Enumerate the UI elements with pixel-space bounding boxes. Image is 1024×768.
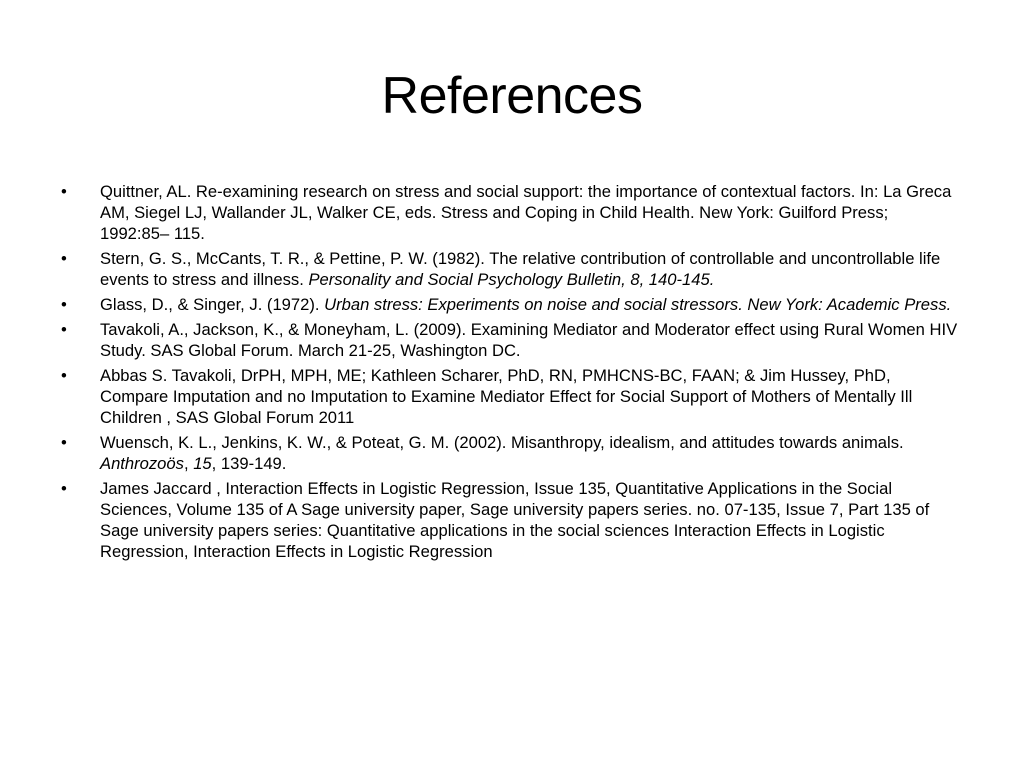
bullet-marker: •	[61, 433, 67, 453]
bullet-marker: •	[61, 182, 67, 201]
reference-segment: Wuensch, K. L., Jenkins, K. W., & Poteat, G. M. (2002). Misanthropy, idealism, and attitudes towards animals.	[100, 433, 904, 453]
reference-segment: Glass, D., & Singer, J. (1972).	[100, 294, 325, 314]
slide-title: References	[381, 67, 643, 125]
reference-segment: James Jaccard , Interaction Effects in Logistic Regression, Issue 135, Quantitative Applications in the Social Sciences, Volume 135 of A Sage university paper, Sage university papers series. no. 07-135, Issue 7, Part 135 of Sage university papers series: Quantitative applications in the social sciences Interaction Effects in Logistic Regression, Interaction Effects in Logistic Regression	[100, 479, 930, 561]
reference-text	[100, 479, 929, 560]
reference-item	[61, 249, 961, 291]
reference-text	[100, 366, 912, 427]
reference-segment: , 139-149.	[211, 454, 287, 474]
reference-item	[61, 320, 961, 362]
reference-text	[100, 433, 904, 473]
reference-text	[100, 320, 957, 360]
reference-segment: Tavakoli, A., Jackson, K., & Moneyham, L. (2009). Examining Mediator and Moderator effect using Rural Women HIV Study. SAS Global Forum. March 21-25, Washington DC.	[100, 320, 958, 361]
reference-text	[100, 295, 951, 314]
reference-item	[61, 295, 961, 316]
bullet-marker: •	[61, 294, 67, 314]
reference-item	[61, 433, 961, 475]
reference-italic-segment: Personality and Social Psychology Bulletin, 8, 140-145.	[308, 269, 715, 289]
reference-italic-segment: Anthrozoös	[100, 454, 184, 474]
reference-text	[100, 182, 951, 243]
reference-segment: ,	[183, 454, 194, 474]
reference-item	[61, 479, 961, 562]
bullet-marker: •	[61, 366, 67, 386]
reference-text	[100, 249, 940, 289]
reference-segment: Quittner, AL. Re-examining research on stress and social support: the importance of contextual factors. In: La Greca AM, Siegel LJ, Wallander JL, Walker CE, eds. Stress and Coping in Child Health. New York: Guilford Press; 1992:85– 115.	[100, 182, 952, 243]
reference-segment: Abbas S. Tavakoli, DrPH, MPH, ME; Kathleen Scharer, PhD, RN, PMHCNS-BC, FAAN; & Jim Hussey, PhD, Compare Imputation and no Imputation to Examine Mediator Effect for Social Support of Mothers of Mentally Ill Children , SAS Global Forum 2011	[100, 366, 913, 427]
reference-italic-segment: Urban stress: Experiments on noise and social stressors. New York: Academic Press.	[324, 294, 952, 314]
bullet-marker: •	[61, 248, 67, 268]
reference-item	[61, 182, 961, 244]
reference-italic-segment: 15	[193, 454, 212, 474]
bullet-marker: •	[61, 479, 67, 499]
reference-item	[61, 366, 961, 428]
reference-segment: Stern, G. S., McCants, T. R., & Pettine, P. W. (1982). The relative contribution of controllable and uncontrollable life events to stress and illness.	[100, 248, 941, 289]
reference-list	[61, 182, 961, 567]
bullet-marker: •	[61, 320, 67, 340]
